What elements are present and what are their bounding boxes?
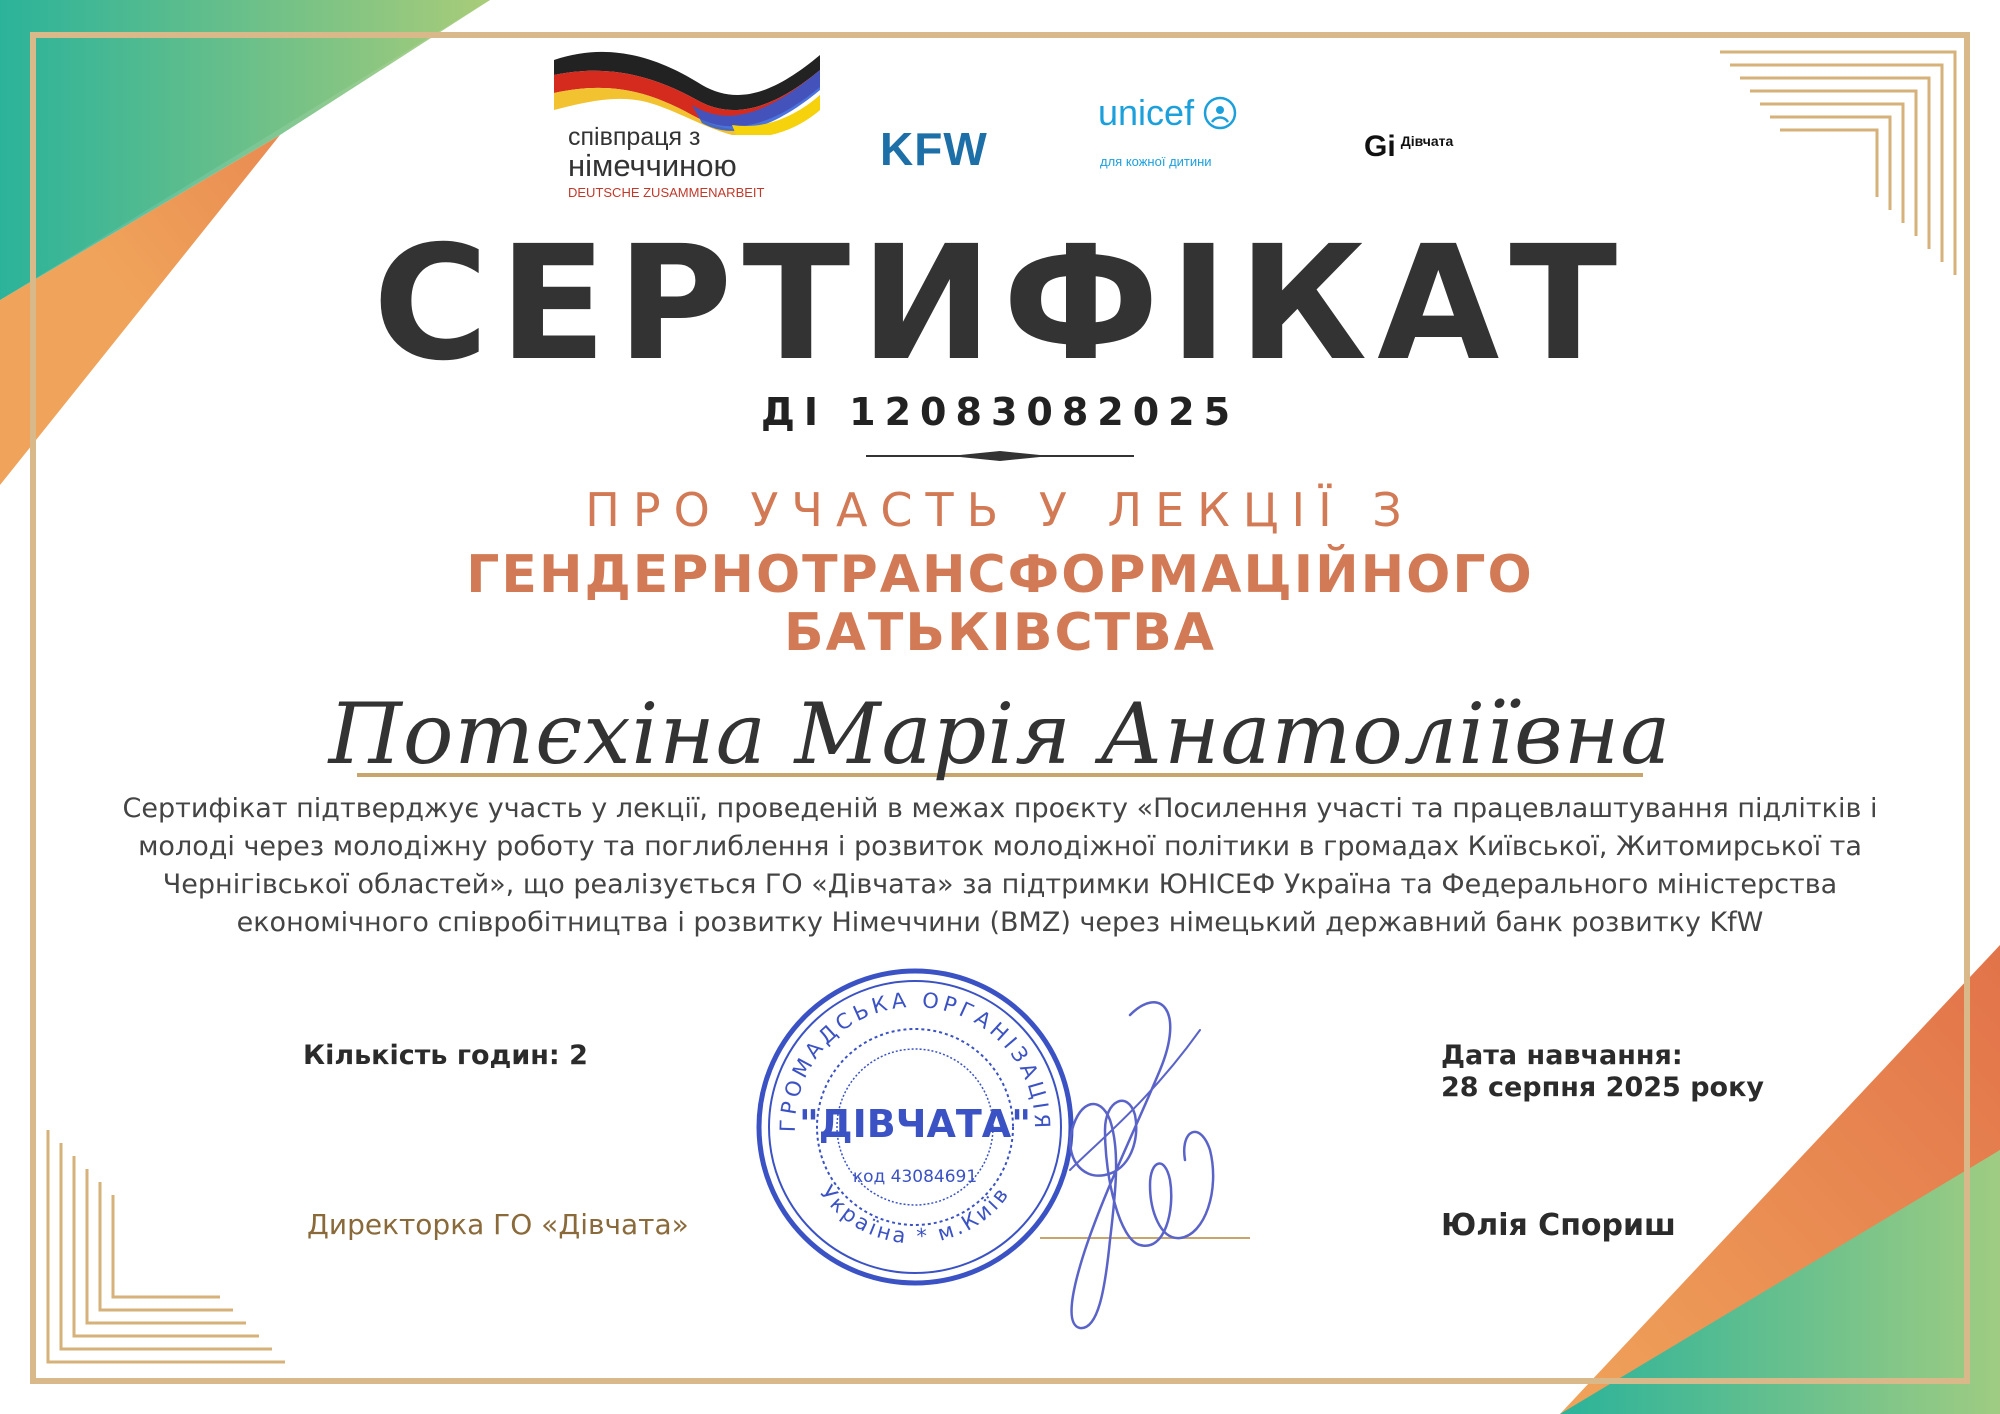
training-date-value: 28 серпня 2025 року [1441,1072,1765,1103]
german-cooperation-logo [552,45,832,200]
german-logo-line1: співпраця з [568,123,701,151]
unicef-logo [1098,92,1248,172]
german-ukrainian-flag-wave-icon [552,45,822,135]
stamp-code: код 43084691 [852,1167,978,1187]
unicef-globe-icon [1203,96,1237,130]
stamp-ring-text: ГРОМАДСЬКА ОРГАНІЗАЦІЯ [775,987,1055,1133]
certificate-title: СЕРТИФІКАТ [372,212,1628,396]
training-date-label: Дата навчання: [1441,1040,1683,1071]
german-logo-line3: DEUTSCHE ZUSAMMENARBEIT [568,185,765,200]
stamp-name: "ДІВЧАТА" [799,1102,1031,1146]
kfw-logo: KFW [880,123,988,175]
certificate-id: ДІ 12083082025 [760,390,1240,434]
certificate-subtitle: ПРО УЧАСТЬ У ЛЕКЦІЇ З [585,483,1415,537]
unicef-tagline: для кожної дитини [1100,154,1212,169]
gold-corner-lines-bottom-left [48,1130,285,1362]
director-signature [1010,990,1230,1350]
divchata-logo [1364,130,1453,170]
hours-count: Кількість годин: 2 [303,1040,588,1071]
director-title: Директорка ГО «Дівчата» [307,1208,689,1241]
lecture-topic-line1: ГЕНДЕРНОТРАНСФОРМАЦІЙНОГО [466,545,1534,605]
recipient-name: Потєхіна Марія Анатоліївна [328,685,1672,783]
stamp-bottom-text: Україна * м.Київ [815,1180,1015,1249]
training-date [1441,1040,1764,1104]
divchata-logo-letters: Gi [1364,130,1396,163]
certificate-body-text: Сертифікат підтверджує участь у лекції, проведеній в межах проєкту «Посилення участі та працевлаштування підлітків і молоді через молодіжну роботу та поглиблення і розвиток молодіжної політики в громадах Київської, Житомирської та Чернігівської областей», що реалізується ГО «Дівчата» за підтримки ЮНІСЕФ Україна та Федерального міністерства економічного співробітництва і розвитку Німеччини (BMZ) через німецький державний банк розвитку KfW [122,793,1878,938]
divchata-logo-text: Дівчата [1400,133,1454,149]
divider-ornament [866,451,1134,461]
unicef-wordmark: unicef [1098,92,1195,133]
lecture-topic-line2: БАТЬКІВСТВА [784,603,1216,663]
director-name: Юлія Спориш [1441,1208,1676,1243]
german-logo-line2: німеччиною [568,148,737,183]
